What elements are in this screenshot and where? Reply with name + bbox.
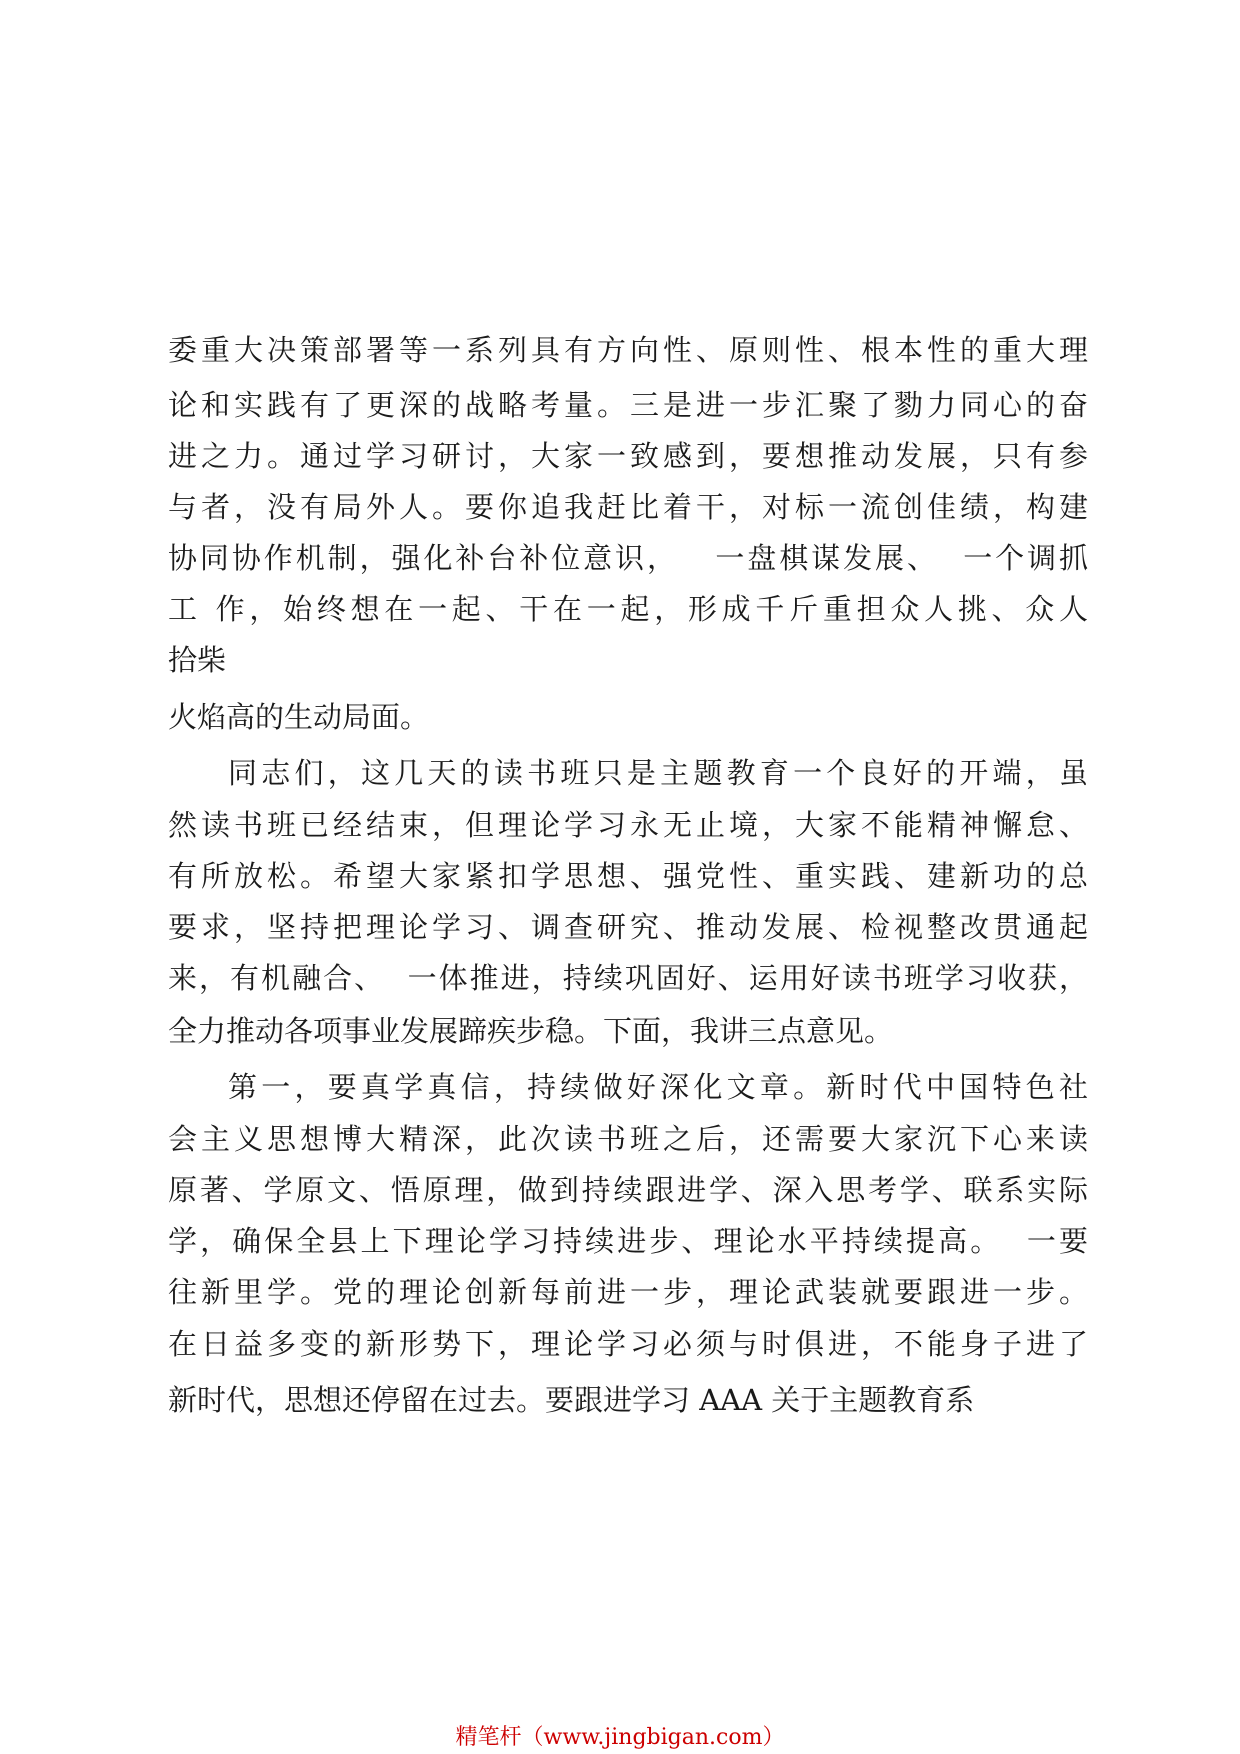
body-line: 往新里学。党的理论创新每前进一步，理论武装就要跟进一步。 <box>168 1275 1088 1309</box>
body-line: 学，确保全县上下理论学习持续进步、理论水平持续提高。 一要 <box>168 1224 1088 1258</box>
body-line: 要求，坚持把理论学习、调查研究、推动发展、检视整改贯通起 <box>168 910 1088 944</box>
body-line: 与者，没有局外人。要你追我赶比着干，对标一流创佳绩，构建 <box>168 490 1088 524</box>
body-line: 论和实践有了更深的战略考量。三是进一步汇聚了勠力同心的奋 <box>168 388 1088 422</box>
body-line: 全力推动各项事业发展蹄疾步稳。下面，我讲三点意见。 <box>168 1014 894 1048</box>
body-line: 会主义思想博大精深，此次读书班之后，还需要大家沉下心来读 <box>168 1122 1088 1156</box>
body-line: 有所放松。希望大家紧扣学思想、强党性、重实践、建新功的总 <box>168 859 1088 893</box>
paragraph-start-line: 同志们，这几天的读书班只是主题教育一个良好的开端，虽 <box>228 756 1088 790</box>
body-line: 在日益多变的新形势下，理论学习必须与时俱进，不能身子进了 <box>168 1327 1088 1361</box>
paragraph-start-line: 第一，要真学真信，持续做好深化文章。新时代中国特色社 <box>228 1070 1088 1104</box>
body-line: 协同协作机制，强化补台补位意识， 一盘棋谋发展、 一个调抓 <box>168 541 1088 575</box>
body-line: 进之力。通过学习研讨，大家一致感到，要想推动发展，只有参 <box>168 439 1088 473</box>
body-line: 火焰高的生动局面。 <box>168 700 430 734</box>
site-footer-watermark: 精笔杆（www.jingbigan.com） <box>455 1725 785 1750</box>
body-line: 然读书班已经结束，但理论学习永无止境，大家不能精神懈怠、 <box>168 808 1088 842</box>
body-line: 工 作，始终想在一起、干在一起，形成千斤重担众人挑、众人 <box>168 592 1088 626</box>
body-line: 来，有机融合、 一体推进，持续巩固好、运用好读书班学习收获， <box>168 961 1088 995</box>
body-line: 委重大决策部署等一系列具有方向性、原则性、根本性的重大理 <box>168 333 1088 367</box>
body-line: 拾柴 <box>168 643 227 677</box>
body-line: 原著、学原文、悟原理，做到持续跟进学、深入思考学、联系实际 <box>168 1173 1088 1207</box>
body-line: 新时代，思想还停留在过去。要跟进学习 AAA 关于主题教育系 <box>168 1383 975 1417</box>
